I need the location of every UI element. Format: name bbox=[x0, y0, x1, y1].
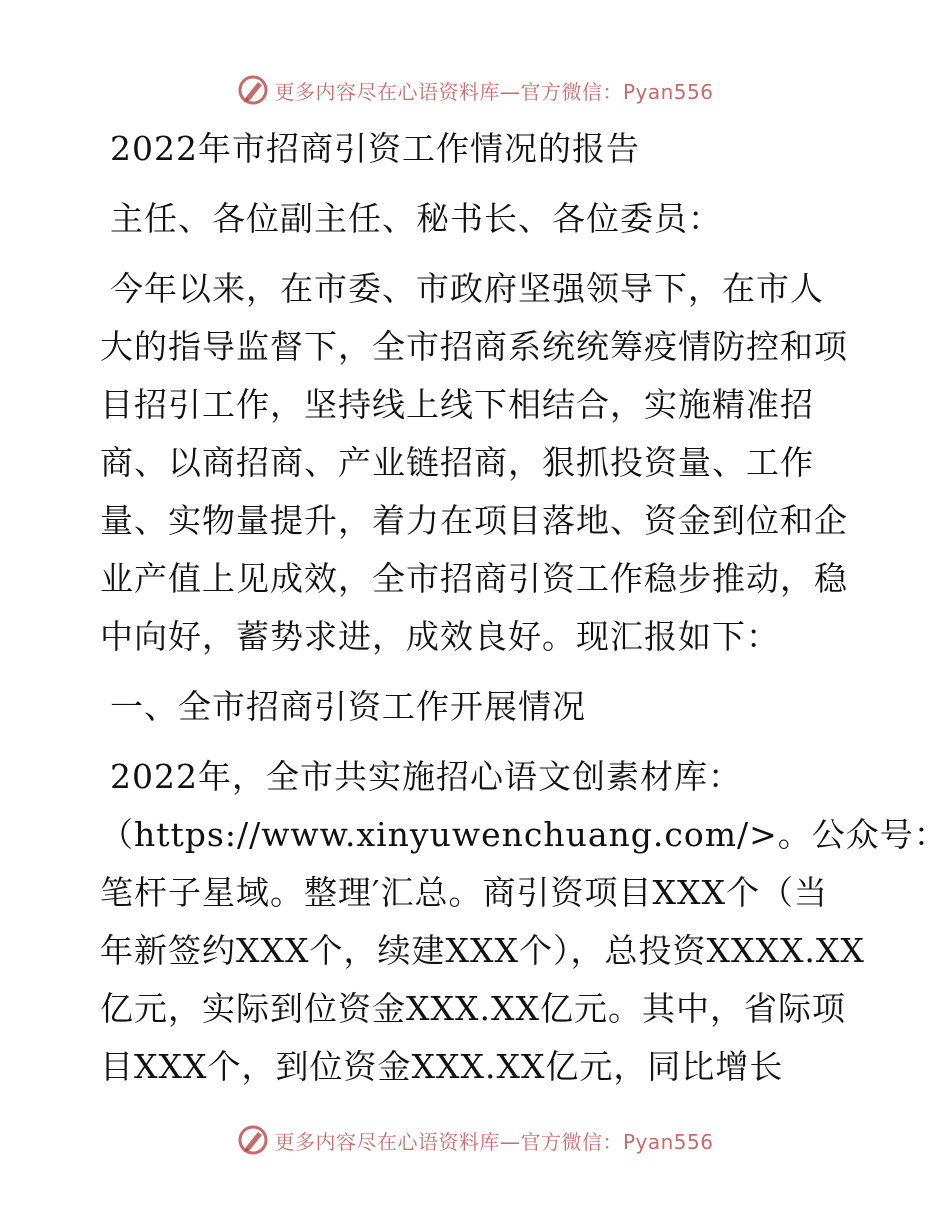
paragraph-line: 商、以商招商、产业链招商，狠抓投资量、工作 bbox=[100, 443, 814, 482]
paragraph-line: 年新签约XXX个，续建XXX个），总投资XXXX.XX bbox=[100, 931, 865, 970]
paragraph-line: （https://www.xinyuwenchuang.com/>。公众号： bbox=[100, 815, 948, 854]
paragraph-line: 大的指导监督下，全市招商系统统筹疫情防控和项 bbox=[100, 327, 848, 366]
watermark-text: 更多内容尽在心语资料库—官方微信：Pyan556 bbox=[274, 79, 714, 104]
watermark-text: 更多内容尽在心语资料库—官方微信：Pyan556 bbox=[274, 1129, 714, 1154]
pen-logo-icon bbox=[236, 73, 270, 107]
paragraph-line: 中向好，蓄势求进，成效良好。现汇报如下： bbox=[100, 617, 780, 656]
salutation: 主任、各位副主任、秘书长、各位委员： bbox=[110, 199, 722, 238]
section-heading: 一、全市招商引资工作开展情况 bbox=[110, 687, 586, 726]
paragraph-line: 亿元，实际到位资金XXX.XX亿元。其中，省际项 bbox=[100, 989, 846, 1028]
intro-paragraph bbox=[100, 260, 860, 666]
section1-paragraph bbox=[100, 748, 948, 1096]
pen-logo-icon bbox=[236, 1123, 270, 1157]
paragraph-line: 目XXX个，到位资金XXX.XX亿元，同比增长 bbox=[100, 1047, 784, 1086]
paragraph-line: 今年以来，在市委、市政府坚强领导下，在市人 bbox=[110, 269, 824, 308]
watermark-banner-top bbox=[0, 70, 950, 110]
paragraph-line: 量、实物量提升，着力在项目落地、资金到位和企 bbox=[100, 501, 848, 540]
paragraph-line: 目招引工作，坚持线上线下相结合，实施精准招 bbox=[100, 385, 814, 424]
watermark-banner-bottom bbox=[0, 1120, 950, 1160]
paragraph-line: 笔杆子星域。整理′汇总。商引资项目XXX个（当 bbox=[100, 873, 828, 912]
document-body bbox=[100, 120, 948, 1096]
paragraph-line: 业产值上见成效，全市招商引资工作稳步推动，稳 bbox=[100, 559, 848, 598]
document-title: 2022年市招商引资工作情况的报告 bbox=[110, 129, 640, 168]
paragraph-line: 2022年，全市共实施招心语文创素材库： bbox=[110, 757, 742, 796]
